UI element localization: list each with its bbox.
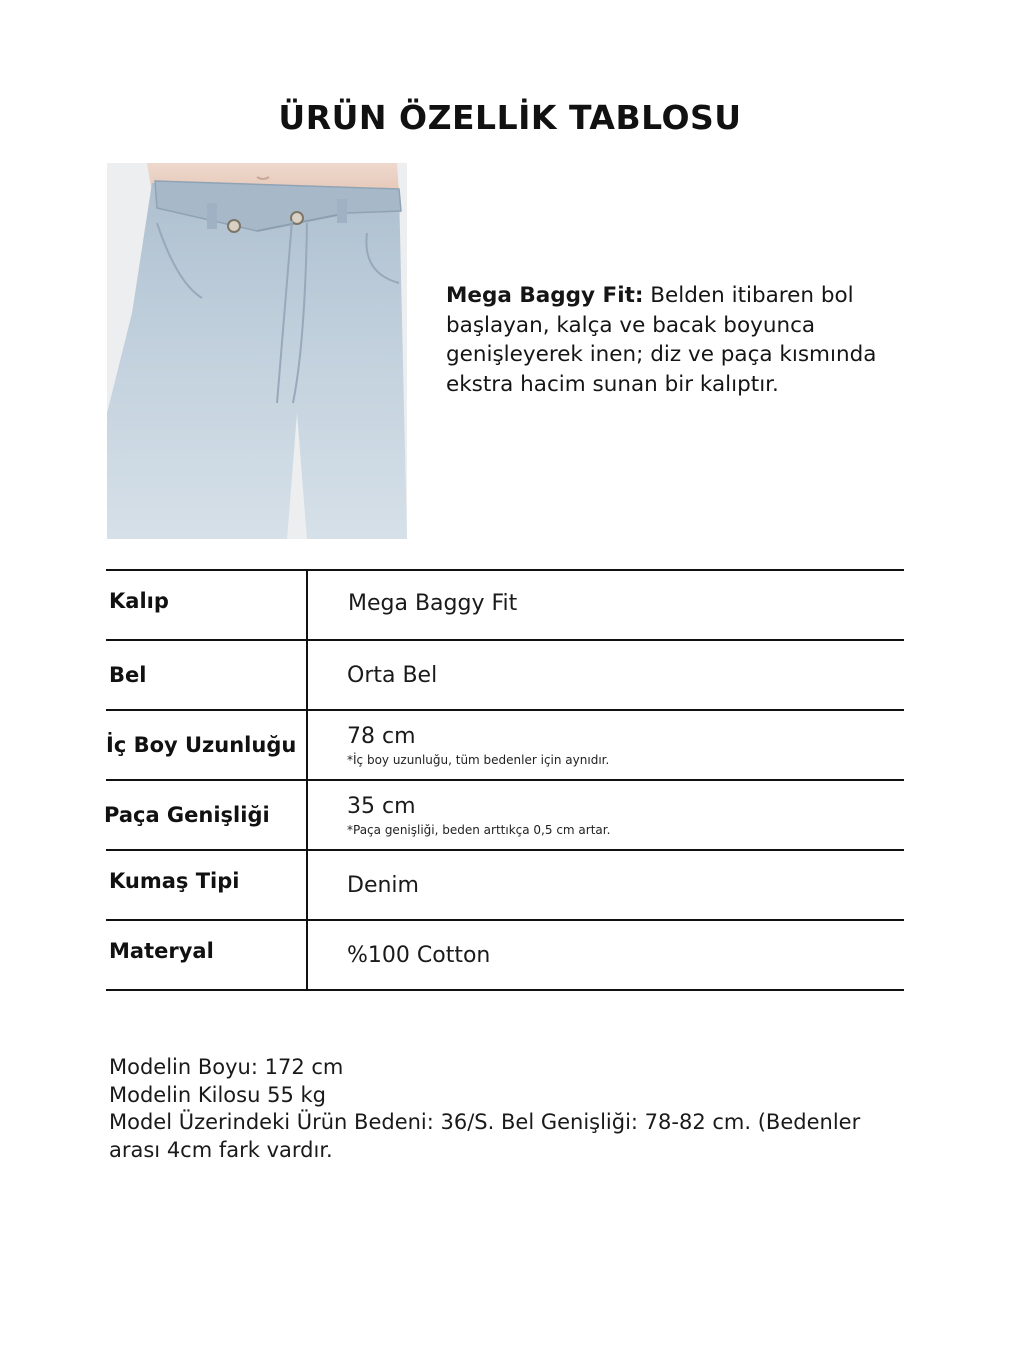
column-divider	[306, 711, 308, 779]
spec-value: %100 Cotton	[347, 943, 491, 968]
spec-value: 35 cm	[347, 794, 416, 819]
fit-description-text: Belden itibaren bol başlayan, kalça ve bacak boyunca genişleyerek inen; diz ve paça kısmında ekstra hacim sunan bir kalıptır.	[446, 283, 877, 397]
model-height: Modelin Boyu: 172 cm	[109, 1055, 344, 1079]
spec-row-ic-boy	[106, 711, 904, 781]
spec-value: 78 cm	[347, 724, 416, 749]
spec-row-kumas	[106, 851, 904, 921]
spec-note: *Paça genişliği, beden arttıkça 0,5 cm artar.	[347, 823, 611, 837]
spec-value: Mega Baggy Fit	[348, 591, 518, 616]
spec-note: *İç boy uzunluğu, tüm bedenler için aynıdır.	[347, 753, 610, 767]
spec-label: Materyal	[109, 939, 214, 963]
model-info	[109, 1054, 909, 1164]
spec-value: Orta Bel	[347, 663, 438, 688]
column-divider	[306, 781, 308, 849]
spec-label: Kalıp	[109, 589, 169, 613]
page-title: ÜRÜN ÖZELLİK TABLOSU	[278, 98, 742, 137]
model-size-info: Model Üzerindeki Ürün Bedeni: 36/S. Bel Genişliği: 78-82 cm. (Bedenler arası 4cm fark vardır.	[109, 1110, 861, 1162]
fit-name: Mega Baggy Fit:	[446, 283, 644, 308]
spec-label: Paça Genişliği	[104, 803, 270, 827]
jeans-illustration	[107, 163, 407, 539]
spec-value: Denim	[347, 873, 419, 898]
model-weight: Modelin Kilosu 55 kg	[109, 1082, 326, 1107]
spec-table	[106, 569, 904, 992]
column-divider	[306, 571, 308, 639]
spec-row-kalip	[106, 571, 904, 641]
column-divider	[306, 851, 308, 919]
spec-row-materyal	[106, 921, 904, 991]
spec-label: Bel	[109, 663, 147, 687]
spec-label: Kumaş Tipi	[109, 869, 240, 893]
spec-row-paca	[106, 781, 904, 851]
spec-label: İç Boy Uzunluğu	[106, 733, 297, 757]
product-image	[107, 163, 407, 539]
column-divider	[306, 641, 308, 709]
spec-row-bel	[106, 641, 904, 711]
fit-description	[446, 281, 926, 399]
column-divider	[306, 921, 308, 989]
